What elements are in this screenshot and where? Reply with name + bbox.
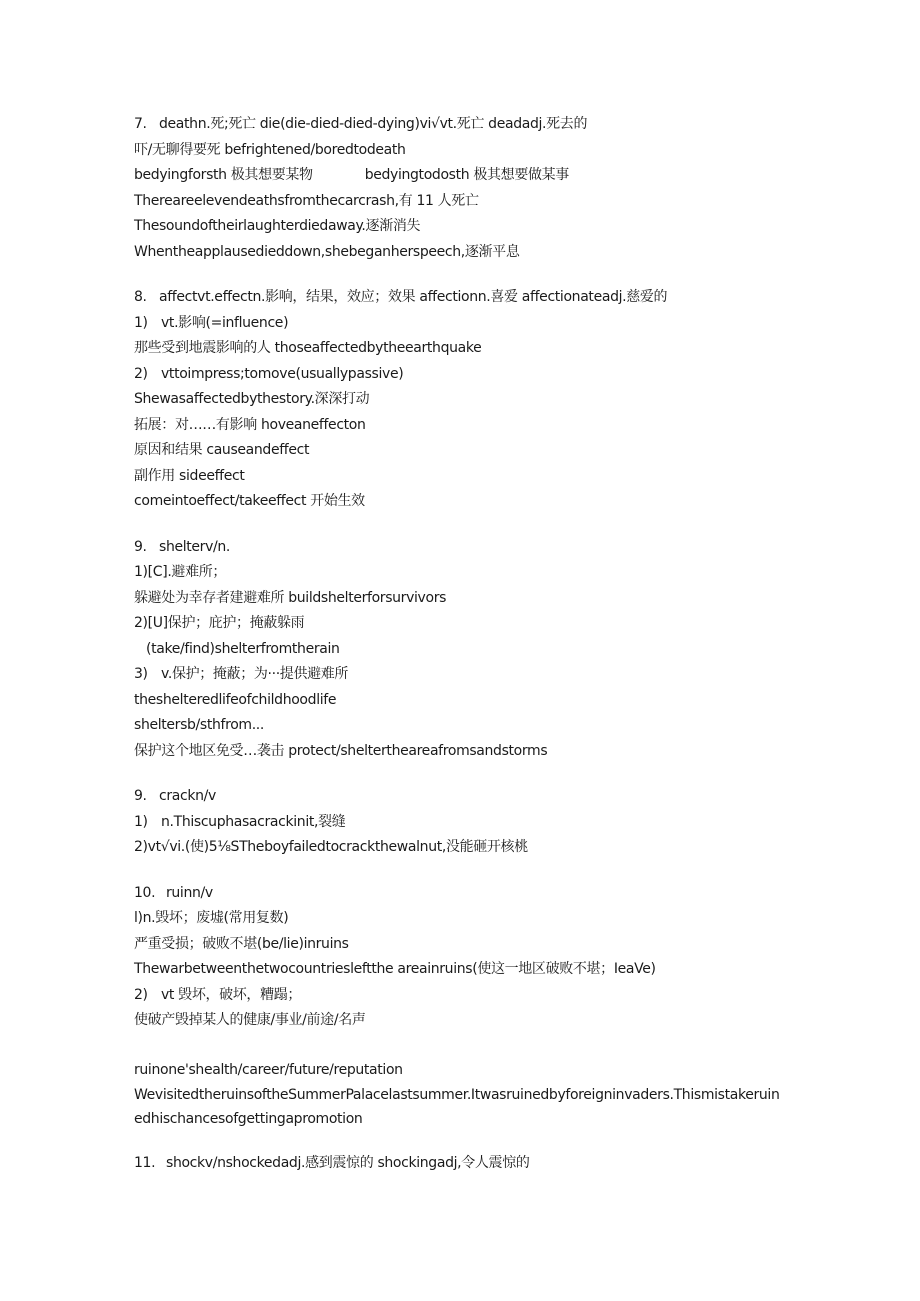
entry-headword: shelterv/n.	[159, 538, 231, 555]
phrase: bedyingforsth 极其想要某物	[134, 167, 313, 183]
entry-10-line: Thewarbetweenthetwocountriesleftthe areainruins(使这一地区破败不堪；IeaVe)	[134, 961, 656, 977]
entry-7-line: 吓/无聊得要死 befrightened/boredtodeath	[134, 141, 406, 158]
entry-number: 10.	[134, 884, 156, 901]
sense-number: 2)	[134, 365, 148, 382]
entry-headword: affectvt.effectn.影响，结果，效应；效果 affectionn.喜爱 affectionateadj.慈爱的	[159, 289, 668, 305]
entry-9-line: 1)[C].避难所；	[134, 564, 227, 580]
entry-headword: deathn.死;死亡 die(die-died-died-dying)vi√vt.死亡 deadadj.死去的	[159, 116, 588, 132]
entry-9-line: theshelteredlifeofchildhoodlife	[134, 691, 337, 708]
entry-10-line: ruinone'shealth/career/future/reputation	[134, 1061, 403, 1078]
entry-9-heading	[134, 535, 784, 561]
sense-text: v.保护；掩蔽；为···提供避难所	[161, 666, 349, 682]
entry-10-line: 严重受损；破败不堪(be/lie)inruins	[134, 935, 349, 952]
sense-number: 1)	[134, 314, 148, 331]
sense-number: 1)	[134, 813, 148, 830]
document-body	[134, 112, 784, 1177]
entry-11-heading	[134, 1151, 784, 1177]
entry-8-line: 那些受到地震影响的人 thoseaffectedbytheearthquake	[134, 340, 482, 356]
sense-text: vt.影响(=influence)	[161, 314, 289, 331]
sense-number: 2)	[134, 986, 148, 1003]
phrase: bedyingtodosth 极其想要做某事	[364, 167, 569, 183]
entry-9-line: 保护这个地区免受…袭击 protect/sheltertheareafromsandstorms	[134, 742, 548, 759]
entry-8-heading	[134, 285, 784, 311]
entry-9-line: sheltersb/sthfrom...	[134, 717, 265, 733]
sense-text: n.Thiscuphasacrackinit,裂缝	[161, 813, 346, 830]
entry-8-sense	[134, 362, 784, 388]
entry-10-line: l)n.毁坏；废墟(常用复数)	[134, 910, 289, 926]
entry-number: 11.	[134, 1155, 156, 1171]
entry-8-sense	[134, 311, 784, 337]
entry-9-line: 躲避处为幸存者建避难所 buildshelterforsurvivors	[134, 589, 447, 606]
entry-headword: ruinn/v	[166, 884, 213, 901]
sense-text: vttoimpress;tomove(usuallypassive)	[161, 365, 404, 382]
sense-number: 3)	[134, 666, 148, 682]
entry-7-heading	[134, 112, 784, 138]
entry-9-line: 2)[U]保护；庇护；掩蔽躲雨	[134, 615, 305, 631]
entry-9-line: (take/find)shelterfromtherain	[146, 640, 340, 657]
entry-7-line: Whentheapplausedieddown,shebeganherspeech,逐渐平息	[134, 243, 520, 260]
entry-number: 8.	[134, 289, 147, 305]
entry-9b-heading	[134, 784, 784, 810]
entry-8-line: 原因和结果 causeandeffect	[134, 442, 310, 458]
entry-8-line: 副作用 sideeffect	[134, 467, 245, 484]
entry-10-paragraph: WevisitedtheruinsoftheSummerPalacelastsummer.Itwasruinedbyforeigninvaders.Thismistakeruinedhischancesofgettingapromotion	[134, 1087, 780, 1127]
entry-number: 9.	[134, 788, 147, 804]
entry-7-line	[134, 163, 784, 189]
entry-7-line: Thesoundoftheirlaughterdiedaway.逐渐消失	[134, 218, 421, 234]
entry-10-line: 使破产毁掉某人的健康/事业/前途/名声	[134, 1012, 366, 1028]
entry-10-sense	[134, 983, 784, 1009]
entry-7-line: Thereareelevendeathsfromthecarcrash,有 11 人死亡	[134, 192, 479, 209]
entry-9b-sense	[134, 810, 784, 836]
sense-text: vt 毁坏，破坏，糟蹋；	[161, 986, 302, 1003]
entry-9b-line: 2)vt√vi.(使)5⅛STheboyfailedtocrackthewalnut,没能砸开核桃	[134, 839, 528, 855]
entry-8-line: 拓展：对……有影响 hoveaneffecton	[134, 416, 366, 433]
entry-9-sense	[134, 662, 784, 688]
entry-number: 9.	[134, 538, 147, 555]
entry-8-line: comeintoeffect/takeeffect 开始生效	[134, 493, 365, 509]
entry-10-heading	[134, 881, 784, 907]
entry-headword: crackn/v	[159, 788, 216, 804]
entry-8-line: Shewasaffectedbythestory.深深打动	[134, 391, 370, 407]
entry-number: 7.	[134, 116, 147, 132]
entry-headword: shockv/nshockedadj.感到震惊的 shockingadj,令人震惊的	[166, 1155, 530, 1171]
